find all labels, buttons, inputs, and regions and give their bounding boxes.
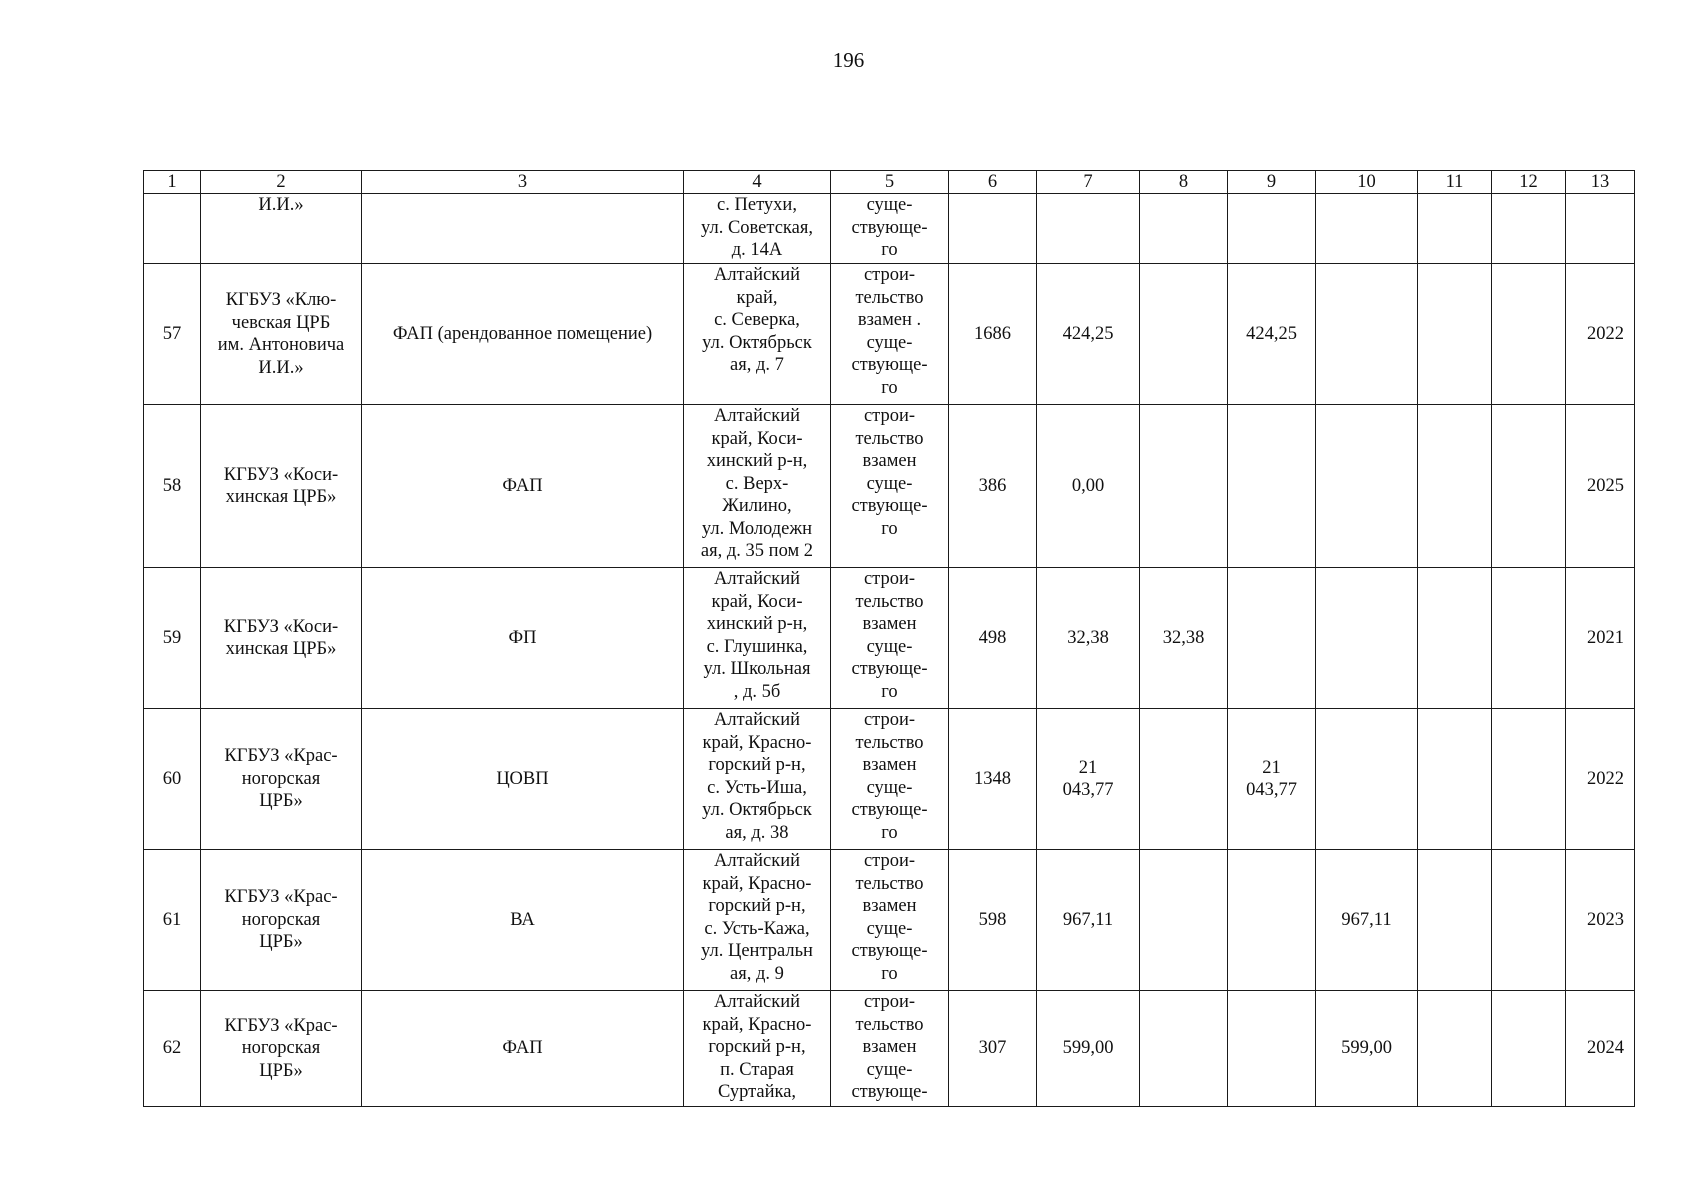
column-header: 2 [201,171,362,194]
col8-cell [1140,405,1228,568]
row-number-cell [144,194,201,264]
col8-cell [1140,850,1228,991]
row-number-cell: 61 [144,850,201,991]
page-number: 196 [832,48,865,72]
object-cell: ЦОВП [362,709,684,850]
organization-cell: КГБУЗ «Крас- ногорская ЦРБ» [201,850,362,991]
col10-cell [1316,405,1418,568]
object-cell [362,194,684,264]
col10-cell [1316,568,1418,709]
table-header [144,171,1635,194]
organization-cell: КГБУЗ «Клю- чевская ЦРБ им. Антоновича И.И.» [201,264,362,405]
object-cell: ФП [362,568,684,709]
col7-cell: 967,11 [1037,850,1140,991]
column-header: 11 [1418,171,1492,194]
col11-cell [1418,405,1492,568]
address-cell: Алтайский край, Коси- хинский р-н, с. Верх- Жилино, ул. Молодежн ая, д. 35 пом 2 [684,405,831,568]
col8-cell: 32,38 [1140,568,1228,709]
col9-cell: 21 043,77 [1228,709,1316,850]
work-type-cell: строи- тельство взамен суще- ствующе- го [831,568,949,709]
col11-cell [1418,194,1492,264]
col7-cell: 424,25 [1037,264,1140,405]
data-table [143,170,1635,1107]
object-cell: ФАП (арендованное помещение) [362,264,684,405]
col10-cell: 599,00 [1316,991,1418,1107]
row-number-cell: 57 [144,264,201,405]
work-type-cell: строи- тельство взамен . суще- ствующе- го [831,264,949,405]
col9-cell [1228,405,1316,568]
col11-cell [1418,709,1492,850]
year-cell: 2024 [1566,991,1635,1107]
col8-cell [1140,709,1228,850]
organization-cell: И.И.» [201,194,362,264]
table-row [144,405,1635,568]
address-cell: Алтайский край, с. Северка, ул. Октябрьск ая, д. 7 [684,264,831,405]
table-row [144,850,1635,991]
col9-cell [1228,991,1316,1107]
table-row [144,264,1635,405]
col12-cell [1492,405,1566,568]
table-row [144,709,1635,850]
col6-cell: 1348 [949,709,1037,850]
address-cell: Алтайский край, Красно- горский р-н, с. Усть-Кажа, ул. Центральн ая, д. 9 [684,850,831,991]
col6-cell: 498 [949,568,1037,709]
object-cell: ФАП [362,991,684,1107]
organization-cell: КГБУЗ «Коси- хинская ЦРБ» [201,568,362,709]
object-cell: ФАП [362,405,684,568]
column-header: 1 [144,171,201,194]
row-number-cell: 59 [144,568,201,709]
col11-cell [1418,850,1492,991]
column-header: 5 [831,171,949,194]
work-type-cell: строи- тельство взамен суще- ствующе- го [831,850,949,991]
col11-cell [1418,991,1492,1107]
col10-cell [1316,264,1418,405]
col7-cell [1037,194,1140,264]
table-row-continuation [144,194,1635,264]
row-number-cell: 60 [144,709,201,850]
column-header: 7 [1037,171,1140,194]
column-header: 8 [1140,171,1228,194]
col8-cell [1140,991,1228,1107]
col12-cell [1492,194,1566,264]
col9-cell [1228,568,1316,709]
col10-cell [1316,194,1418,264]
col8-cell [1140,264,1228,405]
year-cell: 2023 [1566,850,1635,991]
organization-cell: КГБУЗ «Коси- хинская ЦРБ» [201,405,362,568]
col10-cell: 967,11 [1316,850,1418,991]
table-body [144,194,1635,1107]
col6-cell [949,194,1037,264]
year-cell [1566,194,1635,264]
col11-cell [1418,264,1492,405]
col12-cell [1492,568,1566,709]
column-header: 12 [1492,171,1566,194]
address-cell: Алтайский край, Красно- горский р-н, п. Старая Суртайка, [684,991,831,1107]
col8-cell [1140,194,1228,264]
row-number-cell: 62 [144,991,201,1107]
year-cell: 2022 [1566,709,1635,850]
organization-cell: КГБУЗ «Крас- ногорская ЦРБ» [201,709,362,850]
col6-cell: 598 [949,850,1037,991]
col7-cell: 32,38 [1037,568,1140,709]
col6-cell: 307 [949,991,1037,1107]
col7-cell: 599,00 [1037,991,1140,1107]
col12-cell [1492,709,1566,850]
work-type-cell: строи- тельство взамен суще- ствующе- [831,991,949,1107]
address-cell: Алтайский край, Красно- горский р-н, с. Усть-Иша, ул. Октябрьск ая, д. 38 [684,709,831,850]
col9-cell: 424,25 [1228,264,1316,405]
header-row [144,171,1635,194]
table-row [144,568,1635,709]
col6-cell: 1686 [949,264,1037,405]
col11-cell [1418,568,1492,709]
column-header: 13 [1566,171,1635,194]
column-header: 4 [684,171,831,194]
year-cell: 2022 [1566,264,1635,405]
col6-cell: 386 [949,405,1037,568]
work-type-cell: строи- тельство взамен суще- ствующе- го [831,709,949,850]
object-cell: ВА [362,850,684,991]
address-cell: Алтайский край, Коси- хинский р-н, с. Глушинка, ул. Школьная , д. 5б [684,568,831,709]
col7-cell: 0,00 [1037,405,1140,568]
column-header: 3 [362,171,684,194]
work-type-cell: строи- тельство взамен суще- ствующе- го [831,405,949,568]
col12-cell [1492,264,1566,405]
column-header: 9 [1228,171,1316,194]
row-number-cell: 58 [144,405,201,568]
column-header: 10 [1316,171,1418,194]
year-cell: 2021 [1566,568,1635,709]
col12-cell [1492,850,1566,991]
col9-cell [1228,194,1316,264]
col10-cell [1316,709,1418,850]
col7-cell: 21 043,77 [1037,709,1140,850]
work-type-cell: суще- ствующе- го [831,194,949,264]
table-row [144,991,1635,1107]
organization-cell: КГБУЗ «Крас- ногорская ЦРБ» [201,991,362,1107]
col9-cell [1228,850,1316,991]
column-header: 6 [949,171,1037,194]
col12-cell [1492,991,1566,1107]
address-cell: с. Петухи, ул. Советская, д. 14А [684,194,831,264]
year-cell: 2025 [1566,405,1635,568]
